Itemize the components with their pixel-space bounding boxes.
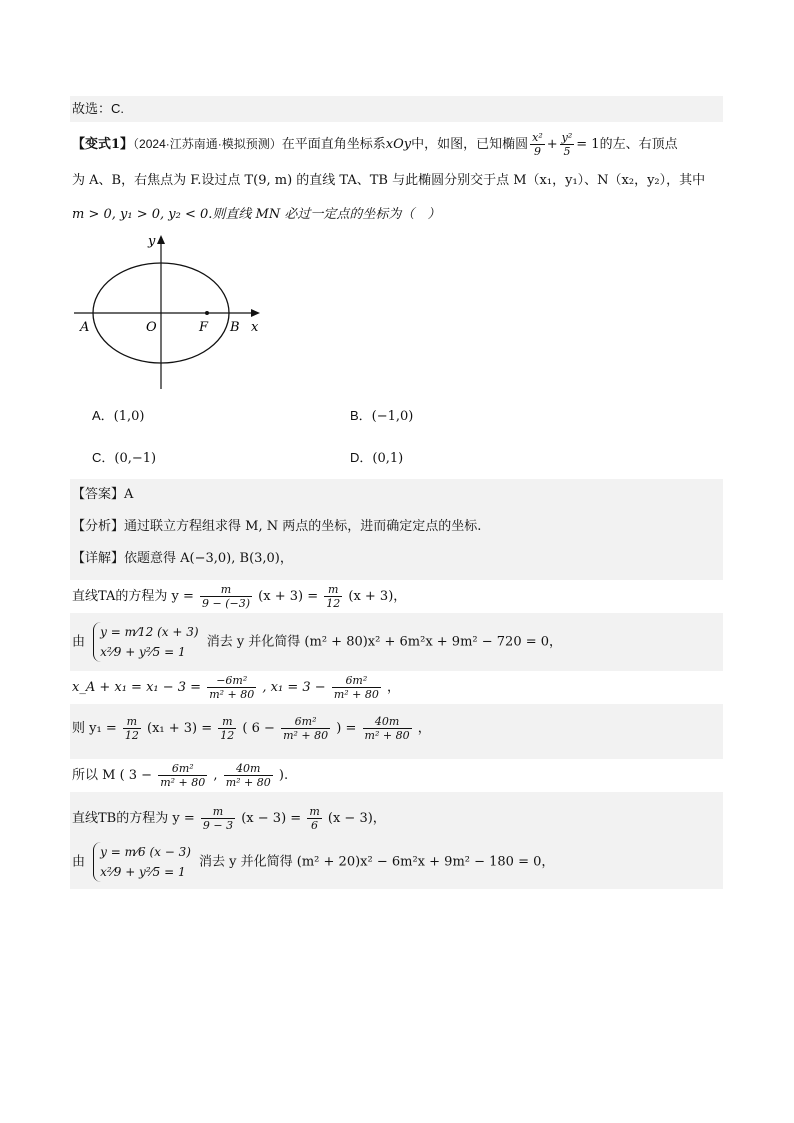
problem-line-3: m > 0, y₁ > 0, y₂ < 0.则直线 MN 必过一定点的坐标为（ ）	[72, 207, 441, 222]
detail-l1: 依题意得 A(−3,0), B(3,0)，	[124, 551, 293, 566]
label-A: A	[80, 320, 90, 335]
problem-tag: 【变式1】	[72, 137, 134, 152]
choose-line	[70, 96, 723, 122]
y-axis-arrow	[157, 235, 165, 244]
label-O: O	[146, 320, 157, 335]
choose-text: 故选：C.	[72, 101, 125, 116]
answer-line: 【答案】A	[72, 487, 134, 502]
option-d[interactable]: D．(0,1)	[350, 450, 404, 466]
label-y: y	[148, 234, 156, 249]
focus-point	[205, 311, 209, 315]
detail-line-8: 由 y = m⁄6 (x − 3) x²⁄9 + y²⁄5 = 1 消去 y 并化简得 (m² + 20)x² − 6m²x + 9m² − 180 = 0，	[70, 839, 723, 885]
problem-text-1c: 的左、右顶点	[599, 137, 678, 152]
option-b[interactable]: B．(−1,0)	[350, 408, 414, 424]
option-a[interactable]: A．(1,0)	[92, 408, 145, 424]
analysis-text: 通过联立方程组求得 M, N 两点的坐标，进而确定定点的坐标.	[124, 519, 482, 534]
document-page	[70, 96, 723, 889]
analysis-line	[70, 514, 723, 540]
label-F: F	[199, 320, 209, 335]
detail-line-3: 由 y = m⁄12 (x + 3) x²⁄9 + y²⁄5 = 1 消去 y 并化简得 (m² + 80)x² + 6m²x + 9m² − 720 = 0，	[70, 619, 723, 665]
problem-statement: 【变式1】（2024·江苏南通·模拟预测）在平面直角坐标系xOy中，如图，已知椭圆 $\frac{\text{x²}}{9}$ + $\frac{\text{y²}}{5}$ = 1的左、右顶点 为 A、B，右焦点为 F.设过点 T(9, m) 的直线 TA、TB 与此椭圆分别交于点 M（x₁，y₁）、N（x₂，y₂），其中 m > 0, y₁ > 0, y₂ < 0.则直线 MN 必过一定点的坐标为（ ）	[70, 128, 723, 229]
label-B: B	[230, 320, 240, 335]
detail-line-1	[70, 546, 723, 572]
problem-text-1a: 在平面直角坐标系	[281, 137, 386, 152]
equation-system-1: y = m⁄12 (x + 3) x²⁄9 + y²⁄5 = 1	[93, 622, 198, 662]
solution-block	[70, 479, 723, 889]
x-axis-arrow	[251, 309, 260, 317]
equation-system-2: y = m⁄6 (x − 3) x²⁄9 + y²⁄5 = 1	[93, 842, 191, 882]
label-x: x	[251, 320, 259, 335]
options-block	[70, 393, 723, 477]
detail-tag: 【详解】	[72, 551, 125, 566]
ellipse-y-fraction: $\frac{\text{y²}}{5}$	[561, 131, 573, 158]
ellipse-figure	[70, 233, 270, 393]
problem-text-1b: 中，如图，已知椭圆	[411, 137, 529, 152]
ellipse-x-fraction: $\frac{\text{x²}}{9}$	[532, 131, 543, 158]
problem-line-2: 为 A、B，右焦点为 F.设过点 T(9, m) 的直线 TA、TB 与此椭圆分别交于点 M（x₁，y₁）、N（x₂，y₂），其中	[72, 173, 706, 188]
detail-line-7: 直线TB的方程为 y = $\frac{m}{9 - 3}$ (x − 3) = $\frac{m}{6}$ (x − 3)，	[72, 805, 386, 832]
option-c[interactable]: C．(0,−1)	[92, 450, 157, 466]
ellipse-eq-tail: = 1	[576, 137, 600, 152]
problem-xoy: xOy	[385, 137, 412, 152]
problem-source: （2024·江苏南通·模拟预测）	[133, 137, 282, 151]
detail-line-2: 直线TA的方程为 y = $\frac{m}{9 - (-3)}$ (x + 3) = $\frac{m}{12}$ (x + 3)，	[70, 580, 723, 613]
detail-line-5: 则 y₁ = $\frac{m}{12}$ (x₁ + 3) = $\frac{m}{12}$ ( 6 − $\frac{\text{6m²}}{\text{m² + 80}}$ ) = $\frac{40m}{\text{m² + 80}}$ ，	[72, 715, 431, 742]
analysis-tag: 【分析】	[72, 519, 125, 534]
detail-line-4: x_A + x₁ = x₁ − 3 = $\frac{\text{−6m²}}{\text{m² + 80}}$ , x₁ = 3 − $\frac{\text{6m²}}{\text{m² + 80}}$ ，	[70, 671, 723, 704]
detail-line-6: 所以 M ( 3 − $\frac{\text{6m²}}{\text{m² + 80}}$ , $\frac{40m}{\text{m² + 80}}$ ).	[70, 759, 723, 792]
